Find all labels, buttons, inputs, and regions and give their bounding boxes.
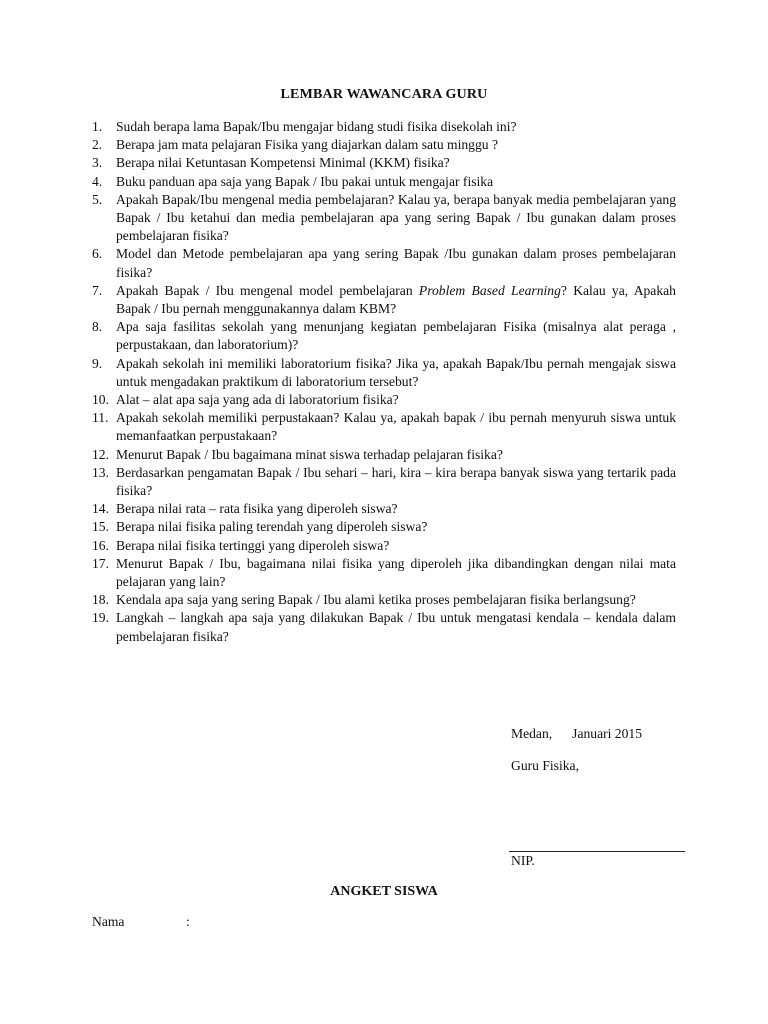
- name-label: Nama: [92, 914, 125, 929]
- signature-date: [511, 726, 711, 742]
- question-item: [92, 537, 676, 555]
- question-item: [92, 518, 676, 536]
- question-item: [92, 245, 676, 281]
- signature-month-year: Januari 2015: [572, 726, 642, 741]
- question-number: 17.: [92, 555, 109, 571]
- question-text: Menurut Bapak / Ibu bagaimana minat siswa terhadap pelajaran fisika?: [116, 446, 503, 462]
- question-item: [92, 282, 676, 318]
- question-item: [92, 318, 676, 354]
- question-number: 14.: [92, 501, 109, 517]
- question-item: [92, 391, 676, 409]
- question-number: 1.: [92, 119, 103, 134]
- question-text: Berapa nilai fisika tertinggi yang diperoleh siswa?: [116, 537, 390, 553]
- question-number: 5.: [92, 191, 103, 207]
- question-text: Apakah Bapak/Ibu mengenal media pembelajaran? Kalau ya, berapa banyak media pembelajaran yang Bapak / Ibu ketahui dan media pembelajaran apa yang sering Bapak / Ibu gunakan dalam proses pembelajaran fisika?: [116, 191, 676, 244]
- question-item: [92, 555, 676, 591]
- question-item: [92, 464, 676, 500]
- name-field: [92, 914, 190, 930]
- signature-role: Guru Fisika,: [511, 758, 579, 773]
- question-item: [92, 591, 676, 609]
- question-text: Model dan Metode pembelajaran apa yang sering Bapak /Ibu gunakan dalam proses pembelajaran fisika?: [116, 246, 676, 280]
- question-text: Berapa jam mata pelajaran Fisika yang diajarkan dalam satu minggu ?: [116, 137, 498, 153]
- question-text-part: ? Kalau ya, Apakah Bapak / Ibu pernah menggunakannya dalam KBM?: [116, 282, 676, 317]
- question-number: 13.: [92, 464, 109, 480]
- question-text: Buku panduan apa saja yang Bapak / Ibu pakai untuk mengajar fisika: [116, 173, 494, 189]
- question-item: [92, 154, 676, 172]
- question-text-part: Apakah Bapak / Ibu mengenal model pembelajaran: [116, 282, 419, 298]
- question-number: 9.: [92, 355, 103, 371]
- question-text: Sudah berapa lama Bapak/Ibu mengajar bidang studi fisika disekolah ini?: [116, 119, 517, 134]
- question-text: Kendala apa saja yang sering Bapak / Ibu alami ketika proses pembelajaran fisika berlangsung?: [116, 592, 636, 608]
- question-text: Berdasarkan pengamatan Bapak / Ibu sehari – hari, kira – kira berapa banyak siswa yang tertarik pada fisika?: [116, 464, 676, 499]
- question-number: 15.: [92, 519, 109, 535]
- question-item: [92, 355, 676, 391]
- question-text: Berapa nilai rata – rata fisika yang diperoleh siswa?: [116, 501, 398, 517]
- question-text: [116, 282, 676, 318]
- question-text: Berapa nilai fisika paling terendah yang diperoleh siswa?: [116, 519, 428, 535]
- question-item: [92, 136, 676, 154]
- question-item: [92, 500, 676, 518]
- question-text: Apa saja fasilitas sekolah yang menunjang kegiatan pembelajaran Fisika (misalnya alat peraga , perpustakaan, dan laboratorium)?: [116, 319, 676, 353]
- question-text: Menurut Bapak / Ibu, bagaimana nilai fisika yang diperoleh jika dibandingkan dengan nilai mata pelajaran yang lain?: [116, 555, 676, 590]
- question-number: 8.: [92, 319, 103, 335]
- question-text: Berapa nilai Ketuntasan Kompetensi Minimal (KKM) fisika?: [116, 155, 450, 171]
- signature-city: Medan,: [511, 726, 553, 741]
- signature-nip: NIP.: [511, 853, 535, 868]
- question-text: Langkah – langkah apa saja yang dilakukan Bapak / Ibu untuk mengatasi kendala – kendala dalam pembelajaran fisika?: [116, 610, 676, 644]
- question-text: Alat – alat apa saja yang ada di laboratorium fisika?: [116, 392, 399, 408]
- question-item: [92, 173, 676, 191]
- question-number: 2.: [92, 137, 103, 153]
- question-number: 16.: [92, 537, 109, 553]
- document-title: LEMBAR WAWANCARA GURU: [280, 87, 488, 102]
- question-item: [92, 446, 676, 464]
- question-number: 3.: [92, 155, 103, 171]
- question-number: 11.: [92, 410, 109, 426]
- question-item: [92, 609, 676, 645]
- question-number: 7.: [92, 282, 103, 298]
- question-item: [92, 118, 676, 136]
- question-number: 6.: [92, 246, 103, 262]
- name-colon: :: [186, 914, 190, 929]
- question-number: 18.: [92, 592, 109, 608]
- question-text: Apakah sekolah memiliki perpustakaan? Kalau ya, apakah bapak / ibu pernah menyuruh siswa untuk memanfaatkan perpustakaan?: [116, 410, 676, 444]
- question-list: [92, 118, 676, 646]
- question-text: Apakah sekolah ini memiliki laboratorium fisika? Jika ya, apakah Bapak/Ibu pernah mengajak siswa untuk mengadakan praktikum di laboratorium tersebut?: [116, 355, 676, 389]
- question-number: 10.: [92, 392, 109, 408]
- survey-title: ANGKET SISWA: [330, 884, 438, 899]
- question-item: [92, 409, 676, 445]
- question-number: 19.: [92, 610, 109, 626]
- question-number: 4.: [92, 173, 103, 189]
- signature-line: [509, 851, 685, 852]
- question-text-italic: Problem Based Learning: [418, 282, 561, 298]
- question-item: [92, 191, 676, 246]
- question-number: 12.: [92, 446, 109, 462]
